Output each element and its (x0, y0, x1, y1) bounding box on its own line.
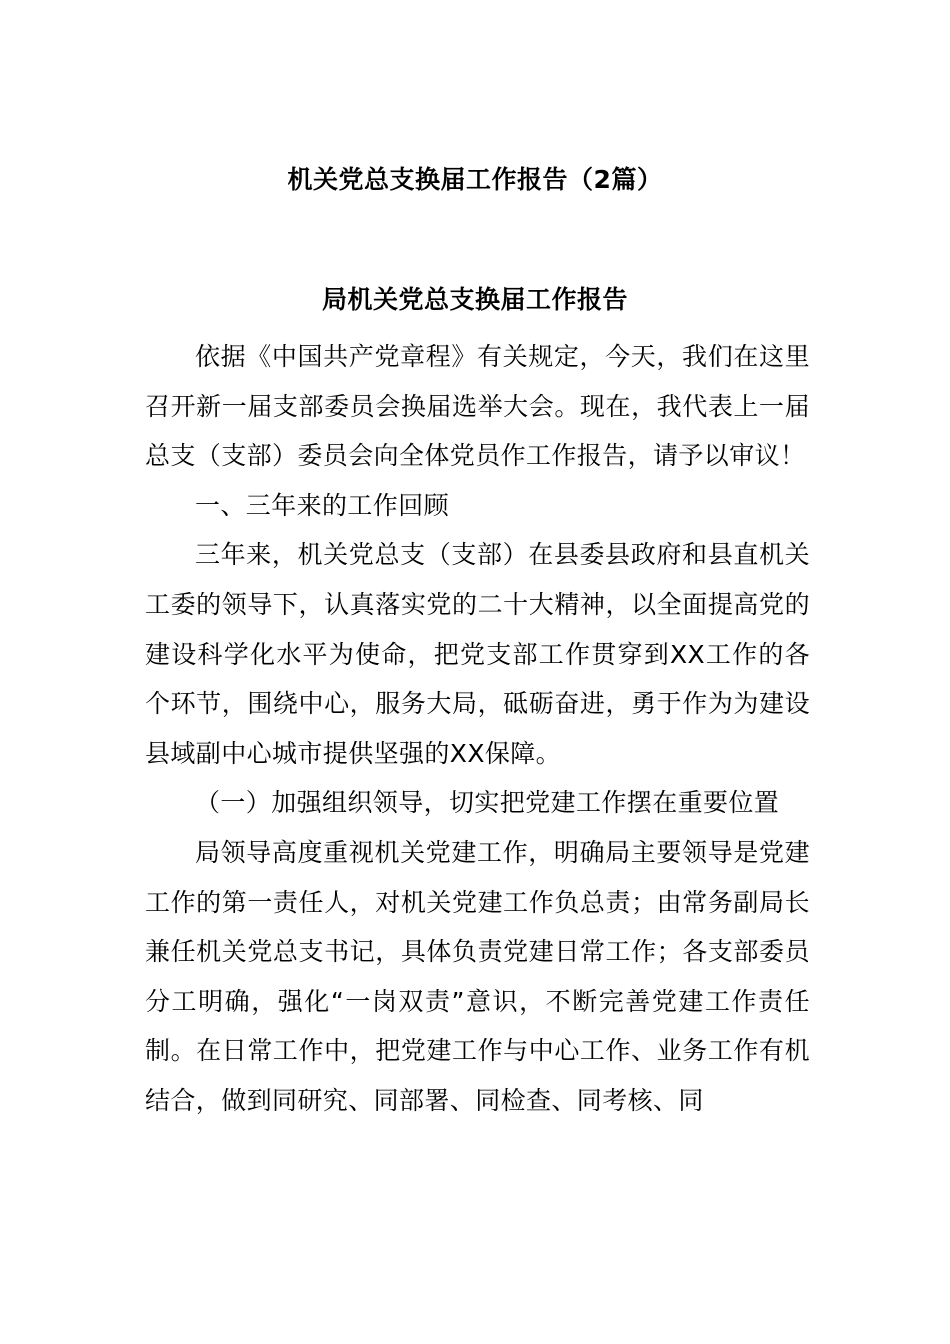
document-title: 机关党总支换届工作报告（2篇） (287, 165, 663, 194)
paragraph-three-years: 三年来，机关党总支（支部）在县委县政府和县直机关工委的领导下，认真落实党的二十大精神，以全面提高党的建设科学化水平为使命，把党支部工作贯穿到XX工作的各个环节，围绕中心，服务大局，砥砺奋进，勇于作为为建设县域副中心城市提供坚强的XX保障。 (145, 540, 810, 768)
paragraph-intro: 依据《中国共产党章程》有关规定，今天，我们在这里召开新一届支部委员会换届选举大会。现在，我代表上一届总支（支部）委员会向全体党员作工作报告，请予以审议！ (145, 342, 810, 471)
paragraph-leadership: 局领导高度重视机关党建工作，明确局主要领导是党建工作的第一责任人，对机关党建工作负总责；由常务副局长兼任机关党总支书记，具体负责党建日常工作；各支部委员分工明确，强化“一岗双责”意识，不断完善党建工作责任制。在日常工作中，把党建工作与中心工作、业务工作有机结合，做到同研究、同部署、同检查、同考核、同 (145, 837, 810, 1115)
subsection-heading-organization: （一）加强组织领导，切实把党建工作摆在重要位置 (195, 788, 780, 818)
report-subtitle: 局机关党总支换届工作报告 (321, 285, 628, 314)
document-body (145, 332, 810, 1126)
section-heading-review: 一、三年来的工作回顾 (195, 490, 450, 520)
